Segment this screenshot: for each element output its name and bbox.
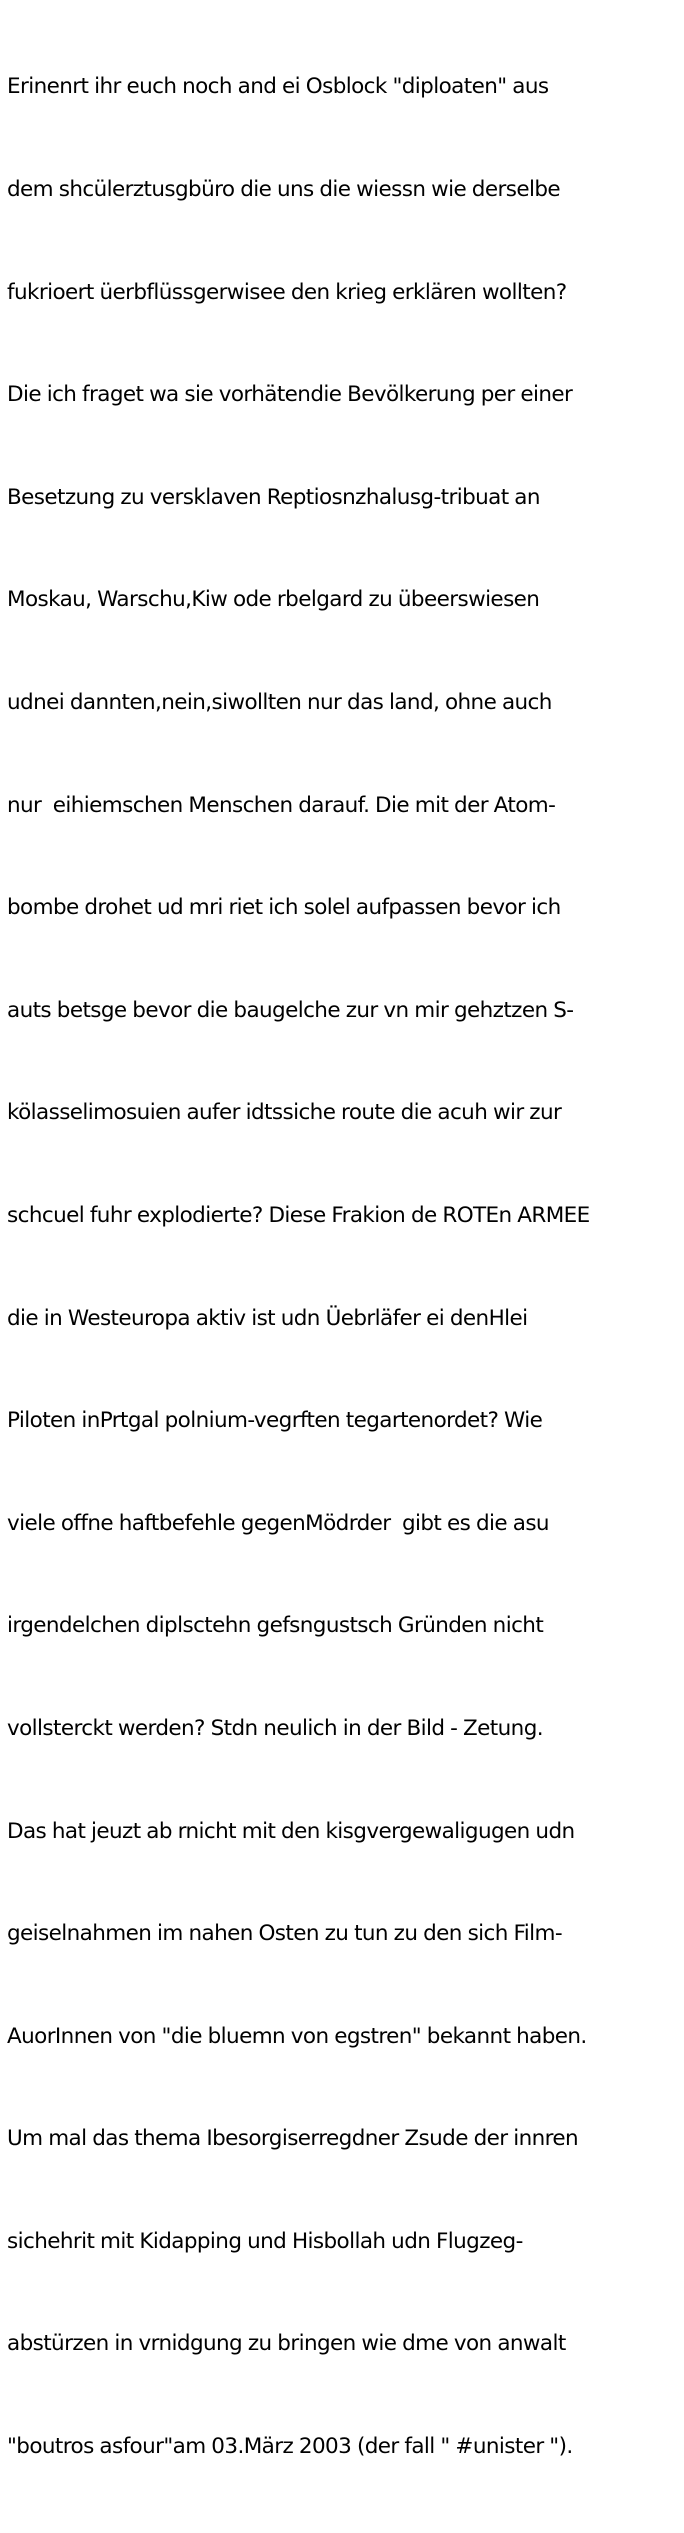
text-line-16: irgendelchen diplsctehn gefsngustsch Gründen nicht — [7, 1613, 544, 1639]
text-line-5: Besetzung zu versklaven Reptiosnzhalusg-tribuat an — [7, 484, 540, 510]
text-line-20: AuorInnen von "die bluemn von egstren" bekannt haben. — [7, 2023, 587, 2049]
text-line-11: kölasselimosuien aufer idtssiche route die acuh wir zur — [7, 1100, 562, 1126]
text-line-1: Erinenrt ihr euch noch and ei Osblock "diploaten" aus — [7, 74, 549, 100]
text-line-9: bombe drohet ud mri riet ich solel aufpassen bevor ich — [7, 895, 561, 921]
text-line-13: die in Westeuropa aktiv ist udn Üebrläfer ei denHlei — [7, 1305, 528, 1331]
text-line-12: schcuel fuhr explodierte? Diese Frakion de ROTEn ARMEE — [7, 1202, 590, 1228]
text-line-3: fukrioert üerbflüssgerwisee den krieg erklären wollten? — [7, 279, 567, 305]
text-line-17: vollsterckt werden? Stdn neulich in der Bild - Zetung. — [7, 1715, 543, 1741]
text-line-15: viele offne haftbefehle gegenMödrder gibt es die asu — [7, 1510, 549, 1536]
text-line-14: Piloten inPrtgal polnium-vegrften tegartenordet? Wie — [7, 1408, 543, 1434]
text-line-8: nur eihiemschen Menschen darauf. Die mit der Atom- — [7, 792, 556, 818]
text-line-6: Moskau, Warschu,Kiw ode rbelgard zu übeerswiesen — [7, 587, 540, 613]
document-text — [7, 2, 683, 2533]
text-line-10: auts betsge bevor die baugelche zur vn mir gehztzen S- — [7, 997, 574, 1023]
text-line-4: Die ich fraget wa sie vorhätendie Bevölkerung per einer — [7, 382, 573, 408]
text-line-18: Das hat jeuzt ab rnicht mit den kisgvergewaligugen udn — [7, 1818, 575, 1844]
text-line-7: udnei dannten,nein,siwollten nur das land, ohne auch — [7, 689, 552, 715]
text-line-24: "boutros asfour"am 03.März 2003 (der fall " #unister "). — [7, 2434, 573, 2460]
text-line-21: Um mal das thema Ibesorgiserregdner Zsude der innren — [7, 2126, 579, 2152]
text-line-23: abstürzen in vrnidgung zu bringen wie dme von anwalt — [7, 2331, 566, 2357]
text-line-19: geiselnahmen im nahen Osten zu tun zu den sich Film- — [7, 1921, 562, 1947]
text-line-22: sichehrit mit Kidapping und Hisbollah udn Flugzeg- — [7, 2228, 523, 2254]
text-line-2: dem shcülerztusgbüro die uns die wiessn wie derselbe — [7, 177, 561, 202]
